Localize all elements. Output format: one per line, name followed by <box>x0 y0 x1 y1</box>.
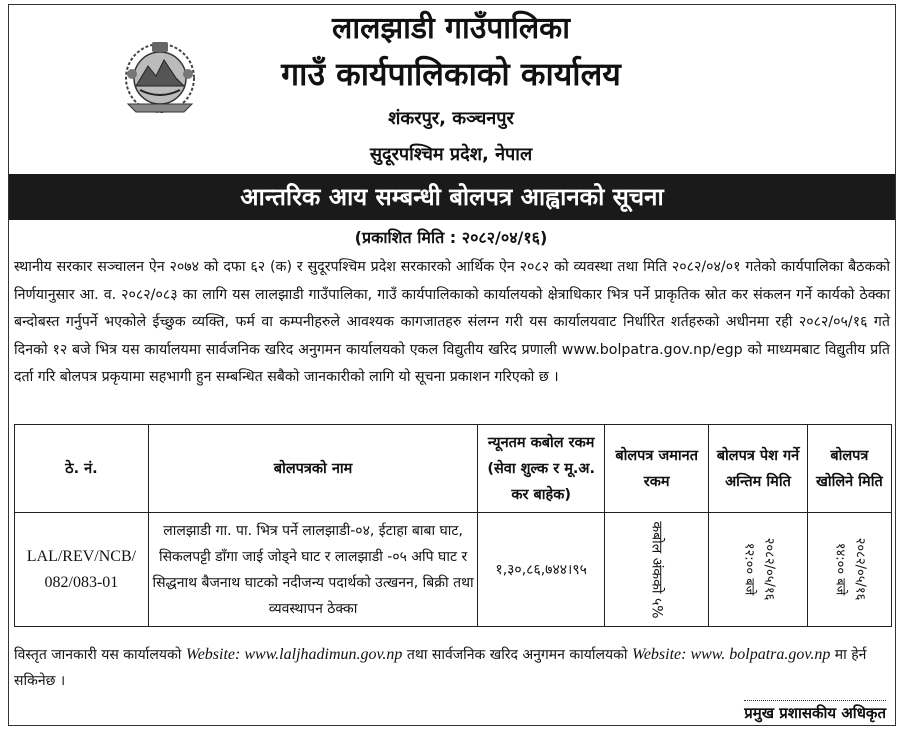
tender-ref: LAL/REV/NCB/ 082/083-01 <box>15 513 149 627</box>
tender-deposit-cell <box>605 513 709 627</box>
header-open-date: बोलपत्र खोलिने मिति <box>807 425 891 513</box>
notice-title-banner: आन्तरिक आय सम्बन्धी बोलपत्र आह्वानको सूचना <box>9 174 895 220</box>
open-date: २०८२/०५/१६ <box>852 537 868 600</box>
tender-name: लालझाडी गा. पा. भित्र पर्ने लालझाडी-०४, ईटाहा बाबा घाट, सिकलपट्टी डाँगा जाई जोड्ने घाट र लालझाडी -०५ अपि घाट र सिद्धनाथ बैजनाथ घाटको नदीजन्य पदार्थको उत्खनन, बिक्री तथा व्यवस्थापन ठेक्का <box>148 513 477 627</box>
footer-website-1[interactable]: Website: www.laljhadimun.gov.np <box>185 646 403 663</box>
tender-table <box>14 424 892 627</box>
footer-website-2[interactable]: Website: www. bolpatra.gov.np <box>631 646 831 663</box>
footer-text-middle: तथा सार्वजनिक खरिद अनुगमन कार्यालयको <box>402 647 632 663</box>
footer-text-before: विस्तृत जानकारी यस कार्यालयको <box>14 647 186 663</box>
header-name: बोलपत्रको नाम <box>148 425 477 513</box>
tender-open-cell <box>807 513 891 627</box>
tender-open <box>829 537 869 600</box>
tender-submit-cell <box>709 513 808 627</box>
table-row <box>15 513 892 627</box>
footer-text-after: मा हेर्न सकिनेछ । <box>14 647 867 689</box>
table-header-row <box>15 425 892 513</box>
tender-amount: १,३०,८६,७४४।९५ <box>478 513 605 627</box>
open-time: १४:०० बजे <box>832 542 848 595</box>
office-address: शंकरपुर, कञ्चनपुर <box>388 108 514 129</box>
published-date: (प्रकाशित मिति : २०८२/०४/१६) <box>354 228 548 247</box>
header-submit-date: बोलपत्र पेश गर्ने अन्तिम मिति <box>709 425 808 513</box>
tender-deposit: कबोल अंकको ५% <box>648 520 665 619</box>
header-sn: ठे. नं. <box>15 425 149 513</box>
office-name: गाउँ कार्यपालिकाको कार्यालय <box>281 55 621 93</box>
header-deposit: बोलपत्र जमानत रकम <box>605 425 709 513</box>
footer-note <box>14 642 894 694</box>
notice-body: स्थानीय सरकार सञ्चालन ऐन २०७४ को दफा ६२ (क) र सुदूरपश्चिम प्रदेश सरकारको आर्थिक ऐन २०८२ को व्यवस्था तथा मिति २०८२/०४/०१ गतेको कार्यपालिका बैठकको निर्णयानुसार आ. व. २०८२/०८३ का लागि यस लालझाडी गाउँपालिका, गाउँ कार्यपालिकाको कार्यालयको क्षेत्राधिकार भित्र पर्ने प्राकृतिक स्रोत कर संकलन गर्ने कार्यको ठेक्का बन्दोबस्त गर्नुपर्ने भएकोले ईच्छुक व्यक्ति, फर्म वा कम्पनीहरुले आवश्यक कागजातहरु संलग्न गरी यस कार्यालयवाट निर्धारित शर्तहरुको अधीनमा रही २०८२/०५/१६ गते दिनको १२ बजे भित्र यस कार्यालयमा सार्वजनिक खरिद अनुगमन कार्यालयको एकल विद्युतीय खरिद प्रणाली www.bolpatra.gov.np/egp को माध्यमबाट विद्युतीय प्रति दर्ता गरि बोलपत्र प्रकृयामा सहभागी हुन सम्बन्धित सबैको जानकारीको लागि यो सूचना प्रकाशन गरिएको छ । <box>14 259 890 385</box>
province-country: सुदूरपश्चिम प्रदेश, नेपाल <box>369 144 533 165</box>
submit-date: २०८२/०५/१६ <box>760 537 776 600</box>
header-min-amount: न्यूनतम कबोल रकम (सेवा शुल्क र मू.अ. कर बाहेक) <box>478 425 605 513</box>
municipality-name: लालझाडी गाउँपालिका <box>332 11 570 46</box>
signatory-title: प्रमुख प्रशासकीय अधिकृत <box>744 700 886 723</box>
submit-time: १२:०० बजे <box>740 542 756 595</box>
tender-submit <box>738 537 778 600</box>
